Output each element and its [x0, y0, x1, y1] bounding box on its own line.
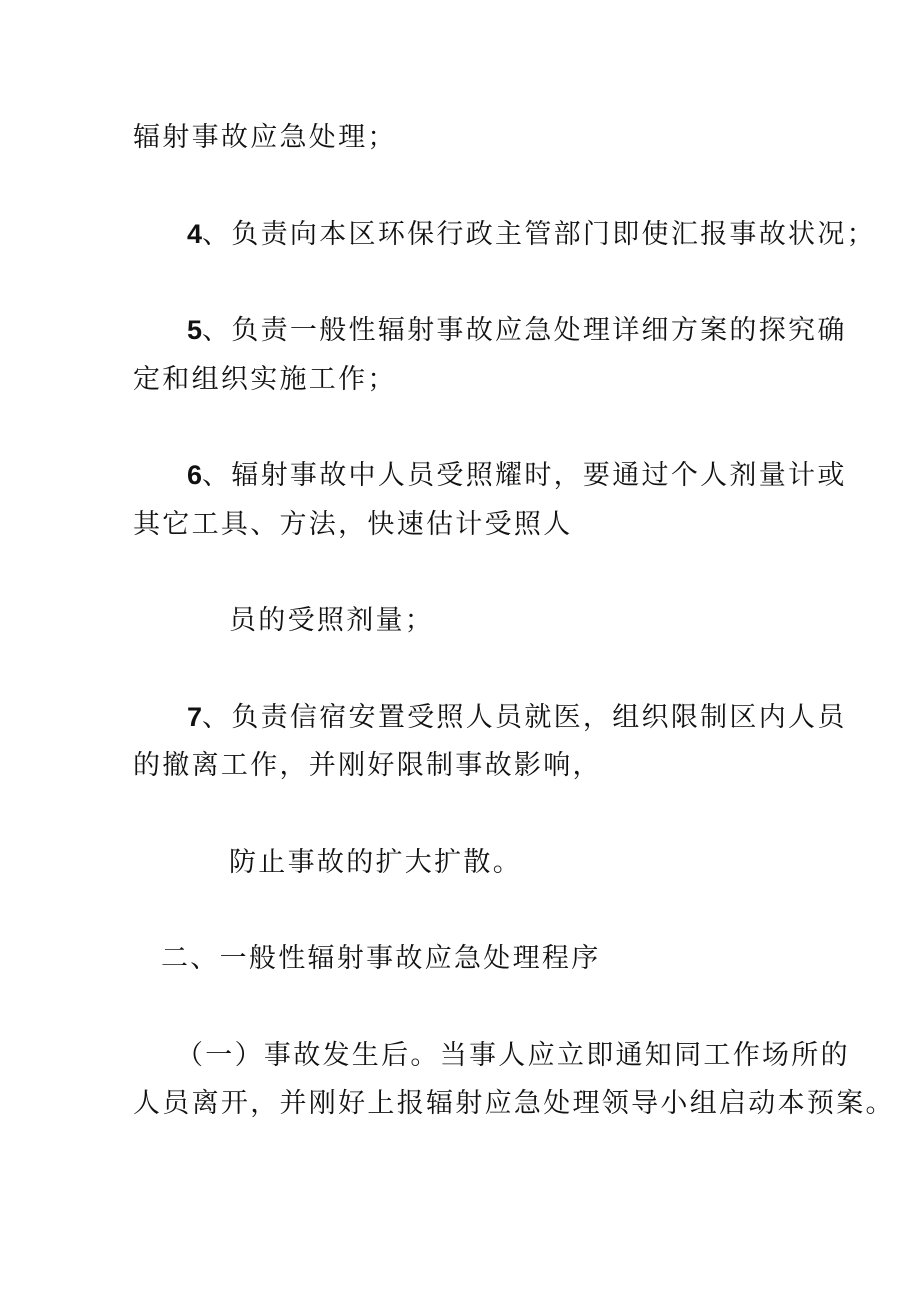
- paragraph-line: [133, 1090, 895, 1117]
- line-text: 、负责向本区环保行政主管部门即使汇报事故状况；: [202, 219, 876, 250]
- line-text: 、辐射事故中人员受照耀时，要通过个人剂量计或: [202, 460, 847, 491]
- line-text: 的撤离工作，并刚好限制事故影响，: [133, 750, 602, 781]
- item-number: 7: [187, 702, 203, 732]
- text-line-continuation: [133, 366, 397, 393]
- line-text: 人员离开，并刚好上报辐射应急处理领导小组启动本预案。: [133, 1088, 895, 1119]
- text-line-indented: [229, 849, 522, 876]
- item-number: 6: [187, 460, 203, 490]
- line-text: 其它工具、方法，快速估计受照人: [133, 509, 573, 540]
- list-item-6: [187, 462, 847, 489]
- line-text: 防止事故的扩大扩散。: [229, 847, 522, 878]
- heading-text: 二、一般性辐射事故应急处理程序: [161, 943, 601, 974]
- item-number: 5: [187, 315, 203, 345]
- text-line-indented: [229, 607, 434, 634]
- line-text: 辐射事故应急处理；: [133, 122, 397, 153]
- section-heading: [161, 945, 601, 972]
- list-item-7: [187, 704, 847, 731]
- text-line-1: [133, 124, 397, 151]
- line-text: 员的受照剂量；: [229, 605, 435, 636]
- list-item-4: [187, 221, 876, 248]
- line-text: 定和组织实施工作；: [133, 364, 397, 395]
- paragraph-line: [176, 1042, 850, 1069]
- line-text: 、负责一般性辐射事故应急处理详细方案的探究确: [202, 315, 847, 346]
- list-item-5: [187, 317, 847, 344]
- item-number: 4: [187, 219, 203, 249]
- line-text: （一）事故发生后。当事人应立即通知同工作场所的: [176, 1040, 850, 1071]
- line-text: 、负责信宿安置受照人员就医，组织限制区内人员: [202, 702, 847, 733]
- text-line-continuation: [133, 511, 573, 538]
- text-line-continuation: [133, 752, 602, 779]
